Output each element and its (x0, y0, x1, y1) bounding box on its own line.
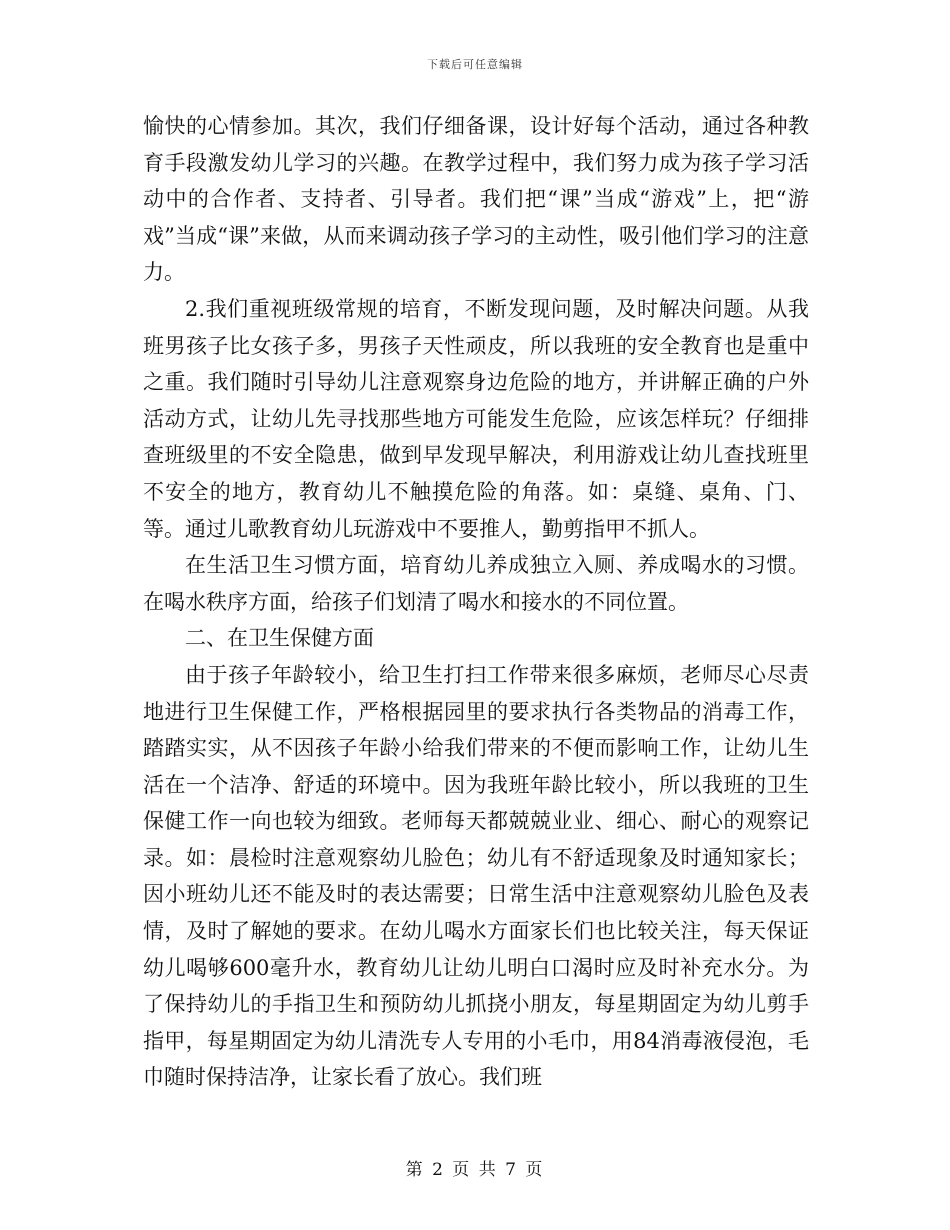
paragraph-health-care: 由于孩子年龄较小，给卫生打扫工作带来很多麻烦，老师尽心尽责地进行卫生保健工作，严格根据园里的要求执行各类物品的消毒工作，踏踏实实，从不因孩子年龄小给我们带来的不便而影响工作，让幼儿生活在一个洁净、舒适的环境中。因为我班年龄比较小，所以我班的卫生保健工作一向也较为细致。老师每天都兢兢业业、细心、耐心的观察记录。如：晨检时注意观察幼儿脸色；幼儿有不舒适现象及时通知家长；因小班幼儿还不能及时的表达需要；日常生活中注意观察幼儿脸色及表情，及时了解她的要求。在幼儿喝水方面家长们也比较关注，每天保证幼儿喝够600毫升水，教育幼儿让幼儿明白口渴时应及时补充水分。为了保持幼儿的手指卫生和预防幼儿抓挠小朋友，每星期固定为幼儿剪手指甲，每星期固定为幼儿清洗专人专用的小毛巾，用84消毒液侵泡，毛巾随时保持洁净，让家长看了放心。我们班 (143, 662, 809, 1090)
paragraph-continued: 愉快的心情参加。其次，我们仔细备课，设计好每个活动，通过各种教育手段激发幼儿学习的兴趣。在教学过程中，我们努力成为孩子学习活动中的合作者、支持者、引导者。我们把“课”当成“游戏”上，把“游戏”当成“课”来做，从而来调动孩子学习的主动性，吸引他们学习的注意力。 (143, 114, 809, 285)
paragraph-class-routine: 2.我们重视班级常规的培育，不断发现问题，及时解决问题。从我班男孩子比女孩子多，男孩子天性顽皮，所以我班的安全教育也是重中之重。我们随时引导幼儿注意观察身边危险的地方，并讲解正确的户外活动方式，让幼儿先寻找那些地方可能发生危险，应该怎样玩？仔细排查班级里的不安全隐患，做到早发现早解决，利用游戏让幼儿查找班里不安全的地方，教育幼儿不触摸危险的角落。如：桌缝、桌角、门、等。通过儿歌教育幼儿玩游戏中不要推人，勤剪指甲不抓人。 (143, 296, 809, 541)
header-note: 下载后可任意编辑 (427, 58, 523, 71)
paragraph-hygiene-habits: 在生活卫生习惯方面，培育幼儿养成独立入厕、养成喝水的习惯。在喝水秩序方面，给孩子们划清了喝水和接水的不同位置。 (143, 553, 809, 614)
page-number: 第 2 页 共 7 页 (405, 1160, 545, 1180)
body-text (143, 108, 809, 1096)
section-heading-health: 二、在卫生保健方面 (185, 626, 374, 651)
